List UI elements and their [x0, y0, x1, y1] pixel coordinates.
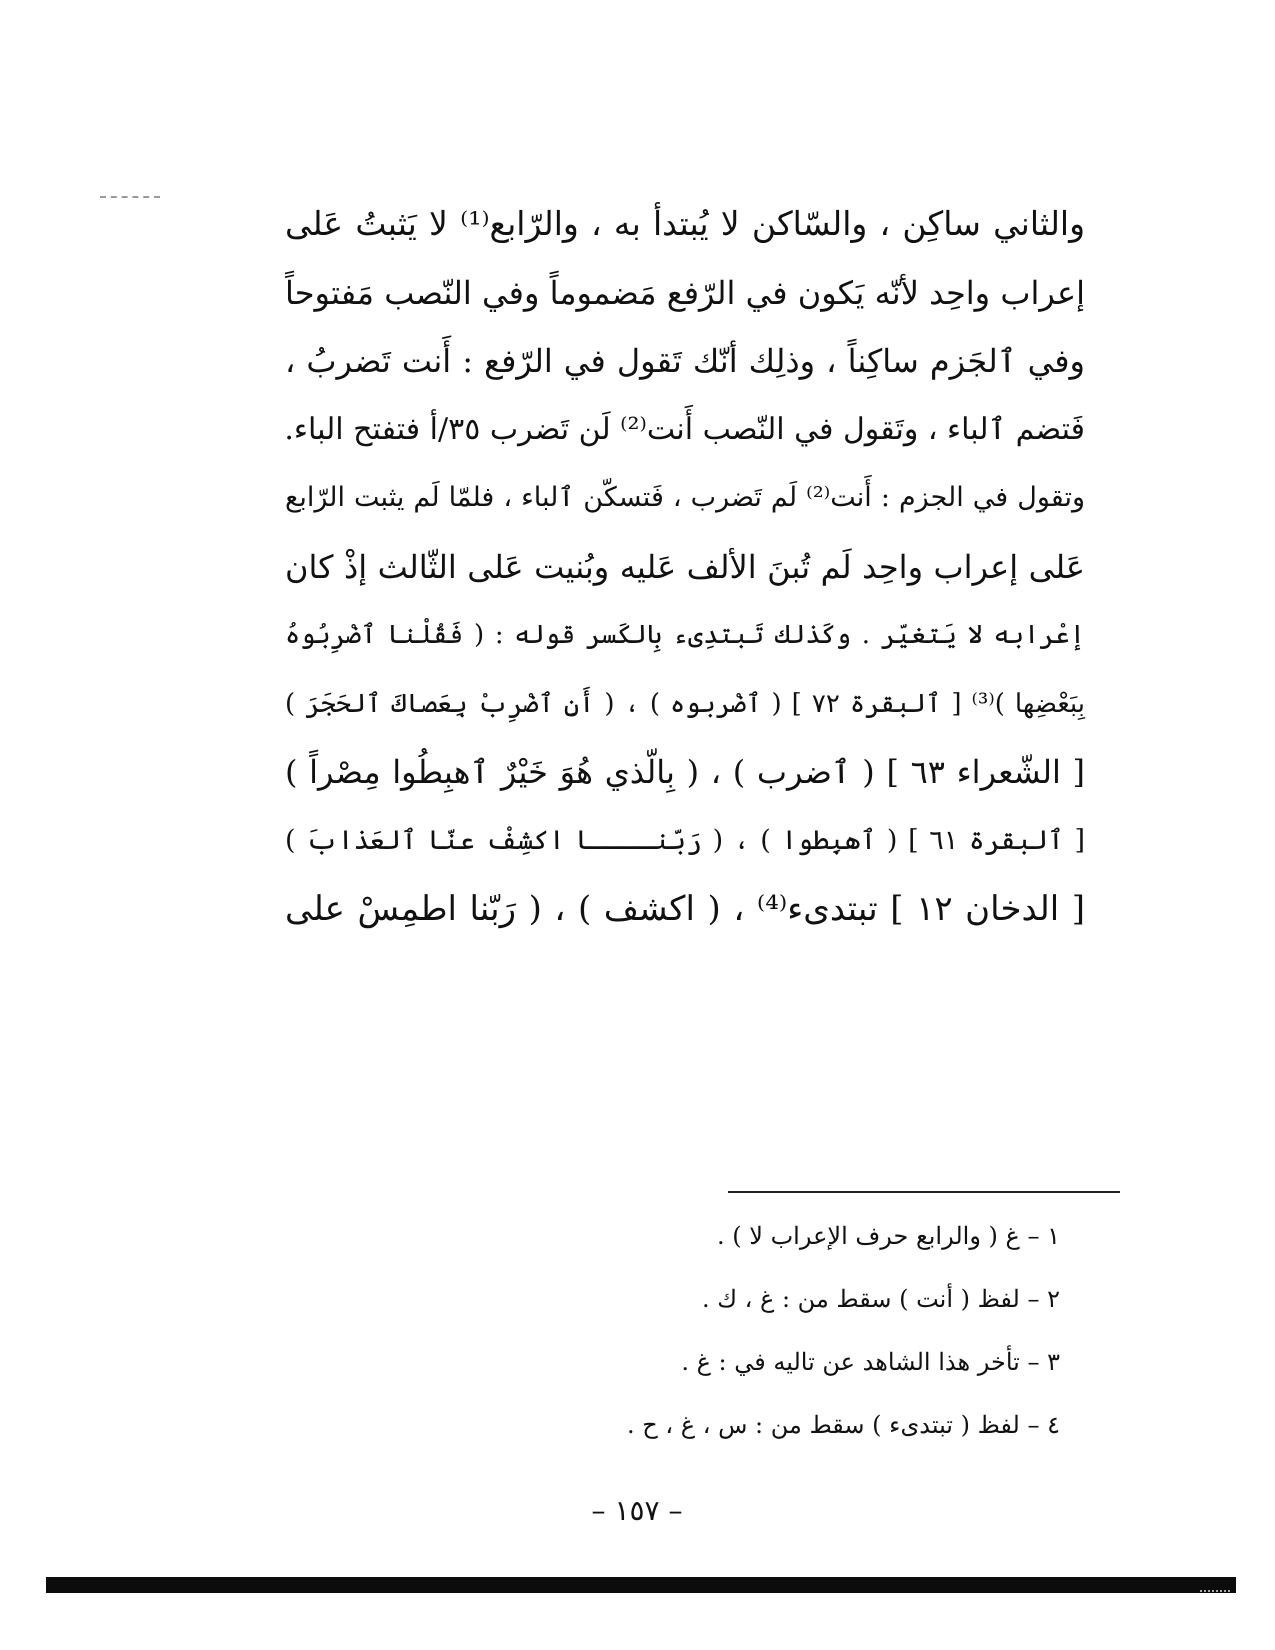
footnotes [500, 1205, 1060, 1457]
scan-artifact [1200, 1590, 1230, 1600]
footnote-item: ٤ – لفظ ( تبتدىء ) سقط من : س ، غ ، ح . [627, 1411, 1060, 1439]
text-line: فَتضم ٱلباء ، وتَقول في النّصب أَنت⁽²⁾ لَن تَضرب ٣٥/أ فتفتح الباء. [284, 411, 1085, 447]
text-line: إعْرابه لا يَتغيّر . وكَذلك تَبتدِىء بِالكَسر قوله : ( فَقُلْنا ٱضْرِبُوهُ [285, 620, 1085, 650]
scan-edge-bar [46, 1577, 1236, 1593]
text-line: [ الدخان ١٢ ] تبتدىء⁽⁴⁾ ، ( اكشف ) ، ( رَبّنا اطمِسْ على [285, 889, 1085, 929]
text-line: [ الشّعراء ٦٣ ] ( ٱضرب ) ، ( بِالّذي هُوَ خَيْرٌ ٱهبِطُوا مِصْراً ) [285, 753, 1086, 791]
text-line: والثاني ساكِن ، والسّاكن لا يُبتدأ به ، والرّابع⁽¹⁾ لا يَثبتُ عَلى [285, 204, 1085, 243]
text-line: وتقول في الجزم : أَنت⁽²⁾ لَم تَضرب ، فَتسكّن ٱلباء ، فلمّا لَم يثبت الرّابع [285, 482, 1086, 513]
main-text [285, 190, 1085, 944]
text-line: بِبَعْضِها )⁽³⁾ [ ٱلبقرة ٧٢ ] ( ٱضْربوه ) ، ( أَنِ ٱضْرِبْ بِعَصاكَ ٱلحَجَرَ ) [285, 688, 1085, 719]
text-line: وفي ٱلجَزم ساكِناً ، وذلِك أنّك تَقول في الرّفع : أَنت تَضربُ ، [285, 342, 1085, 380]
footnote-separator [728, 1191, 1120, 1193]
text-line: إعراب واحِد لأنّه يَكون في الرّفع مَضموماً وفي النّصب مَفتوحاً [285, 273, 1085, 312]
footnote-item: ٣ – تأخر هذا الشاهد عن تاليه في : غ . [681, 1348, 1060, 1376]
page-number: – ١٥٧ – [591, 1494, 683, 1527]
text-line: عَلى إعراب واحِد لَم تُبنَ الألف عَليه وبُنيت عَلى الثّالث إذْ كان [285, 547, 1085, 586]
footnote-item: ٢ – لفظ ( أنت ) سقط من : غ ، ك . [701, 1285, 1060, 1313]
footnote-item: ١ – غ ( والرابع حرف الإعراب لا ) . [717, 1222, 1060, 1250]
text-line: [ ٱلبقرة ٦١ ] ( ٱهبِطوا ) ، ( رَبّنــــا اكشِفْ عنّا ٱلعَذابَ ) [285, 824, 1086, 856]
scan-artifact [100, 196, 160, 198]
